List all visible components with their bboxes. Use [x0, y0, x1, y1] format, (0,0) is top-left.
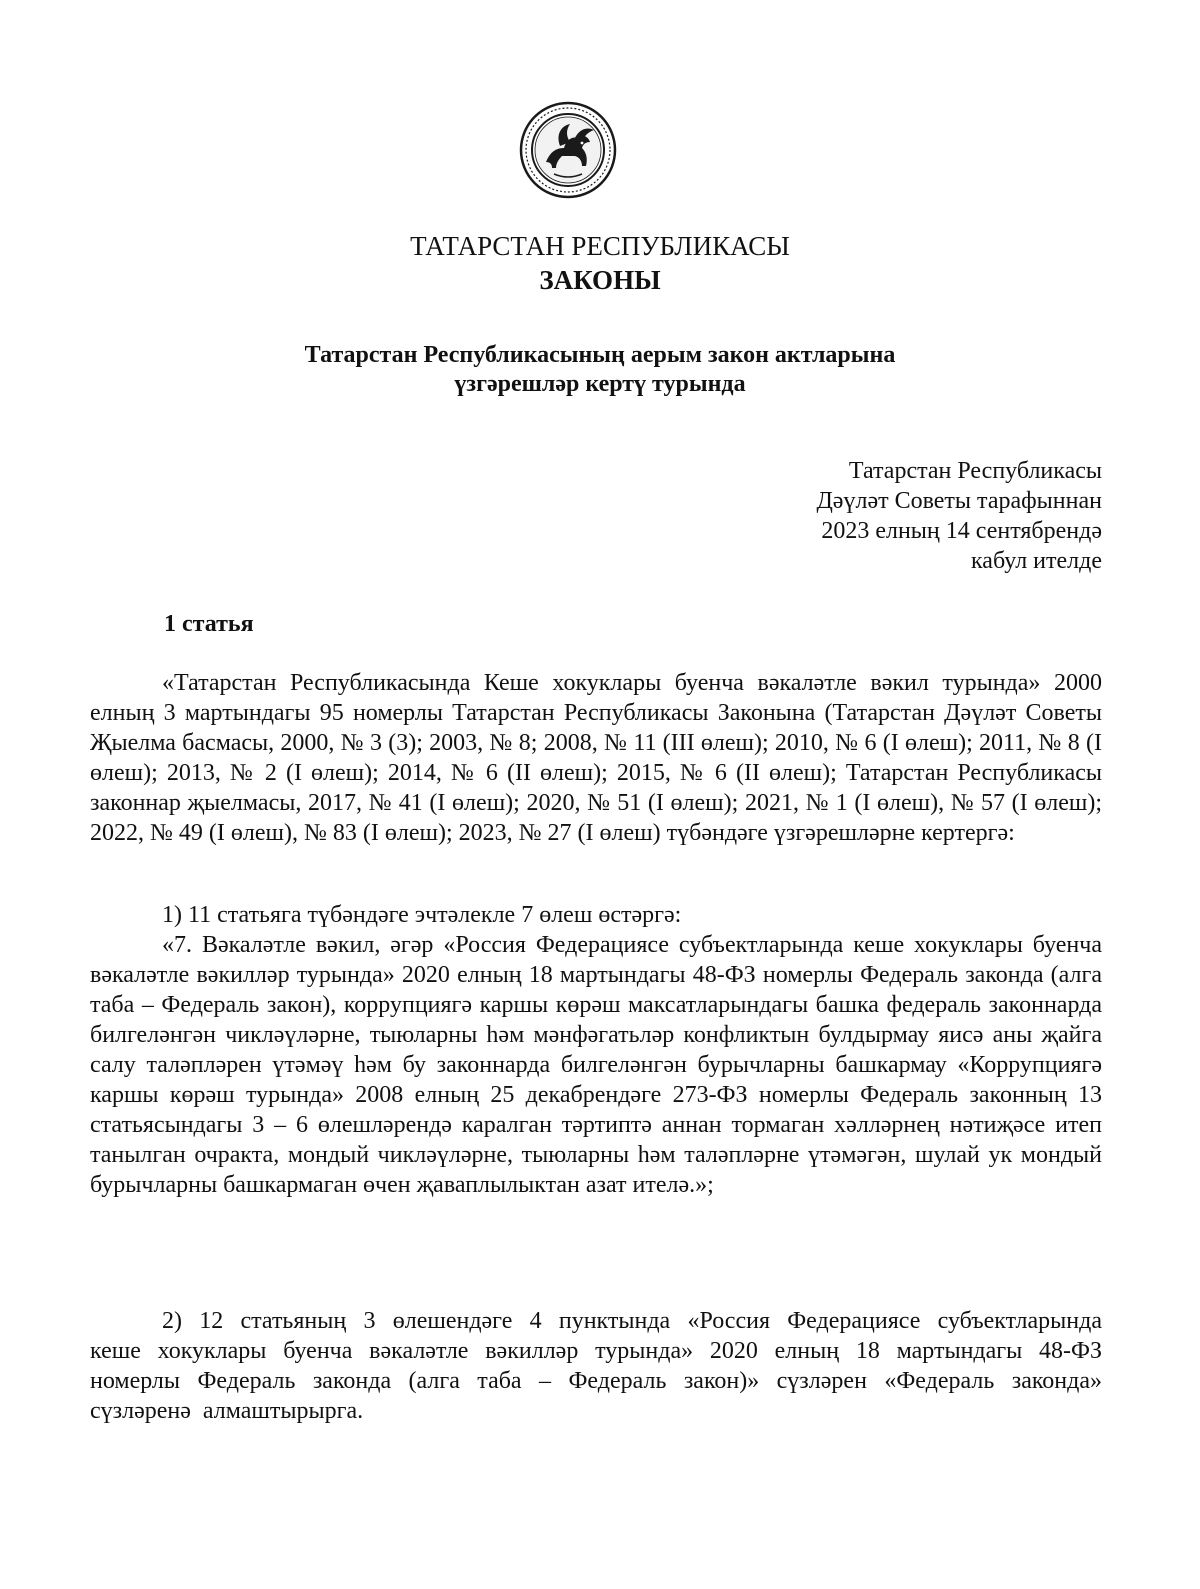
header-republic: ТАТАРСТАН РЕСПУБЛИКАСЫ [410, 231, 790, 261]
adoption-line-4: кабул ителде [971, 548, 1102, 574]
adoption-block [702, 456, 1102, 576]
article-item-2: 2) 12 статьяның 3 өлешендәге 4 пунктында «Россия Федерациясе субъектларында кеше хокуклары буенча вәкаләтле вәкилләр турында» 2020 елның 18 мартындагы 48-ФЗ номерлы Федераль законда (алга таба – Федераль закон)» сүзләрен «Федераль законда» сүзләренә алмаштырырга. [90, 1308, 1102, 1424]
article-heading: 1 статья [164, 611, 254, 637]
article-item-1-text: «7. Вәкаләтле вәкил, әгәр «Россия Федерациясе субъектларында кеше хокуклары буенча вәкаләтле вәкилләр турында» 2020 елның 18 мартындагы 48-ФЗ номерлы Федераль законда (алга таба – Федераль закон), коррупциягә каршы көрәш максатларындагы башка федераль законнарда билгеләнгән чикләүләрне, тыюларны һәм мәнфәгатьләр конфликтын булдырмау яисә аны җайга салу таләпләрен үтәмәү һәм бу законнарда билгеләнгән бурычларны башкармау «Коррупциягә каршы көрәш турында» 2008 елның 25 декабрендәге 273-ФЗ номерлы Федераль законның 13 статьясындагы 3 – 6 өлешләрендә каралган тәртиптә аннан тормаган хәлләрнең нәтиҗәсе итеп танылган очракта, мондый чикләүләрне, тыюларны һәм таләпләрне үтәмәгән, шулай ук мондый бурычларны башкармаган өчен җаваплылыктан азат ителә.»; [90, 932, 1102, 1198]
article-item-1: 1) 11 статьяга түбәндәге эчтәлекле 7 өлеш өстәргә: [162, 902, 682, 928]
law-title-line-2: үзгәрешләр кертү турында [454, 371, 746, 397]
coat-of-arms-icon [516, 96, 620, 208]
article-intro-paragraph: «Татарстан Республикасында Кеше хокуклары буенча вәкаләтле вәкил турында» 2000 елның 3 мартындагы 95 номерлы Татарстан Республикасы Законына (Татарстан Дәүләт Советы Җыелма басмасы, 2000, № 3 (3); 2003, № 8; 2008, № 11 (III өлеш); 2010, № 6 (I өлеш); 2011, № 8 (I өлеш); 2013, № 2 (I өлеш); 2014, № 6 (II өлеш); 2015, № 6 (II өлеш); Татарстан Республикасы законнар җыелмасы, 2017, № 41 (I өлеш); 2020, № 51 (I өлеш); 2021, № 1 (I өлеш), № 57 (I өлеш); 2022, № 49 (I өлеш), № 83 (I өлеш); 2023, № 27 (I өлеш) түбәндәге үзгәрешләрне кертергә: [90, 670, 1102, 846]
header-law: ЗАКОНЫ [539, 265, 661, 295]
adoption-line-1: Татарстан Республикасы [848, 458, 1102, 484]
adoption-line-2: Дәүләт Советы тарафыннан [816, 488, 1102, 514]
law-title-line-1: Татарстан Республикасының аерым закон актларына [304, 342, 896, 368]
adoption-line-3: 2023 елның 14 сентябрендә [821, 518, 1102, 544]
